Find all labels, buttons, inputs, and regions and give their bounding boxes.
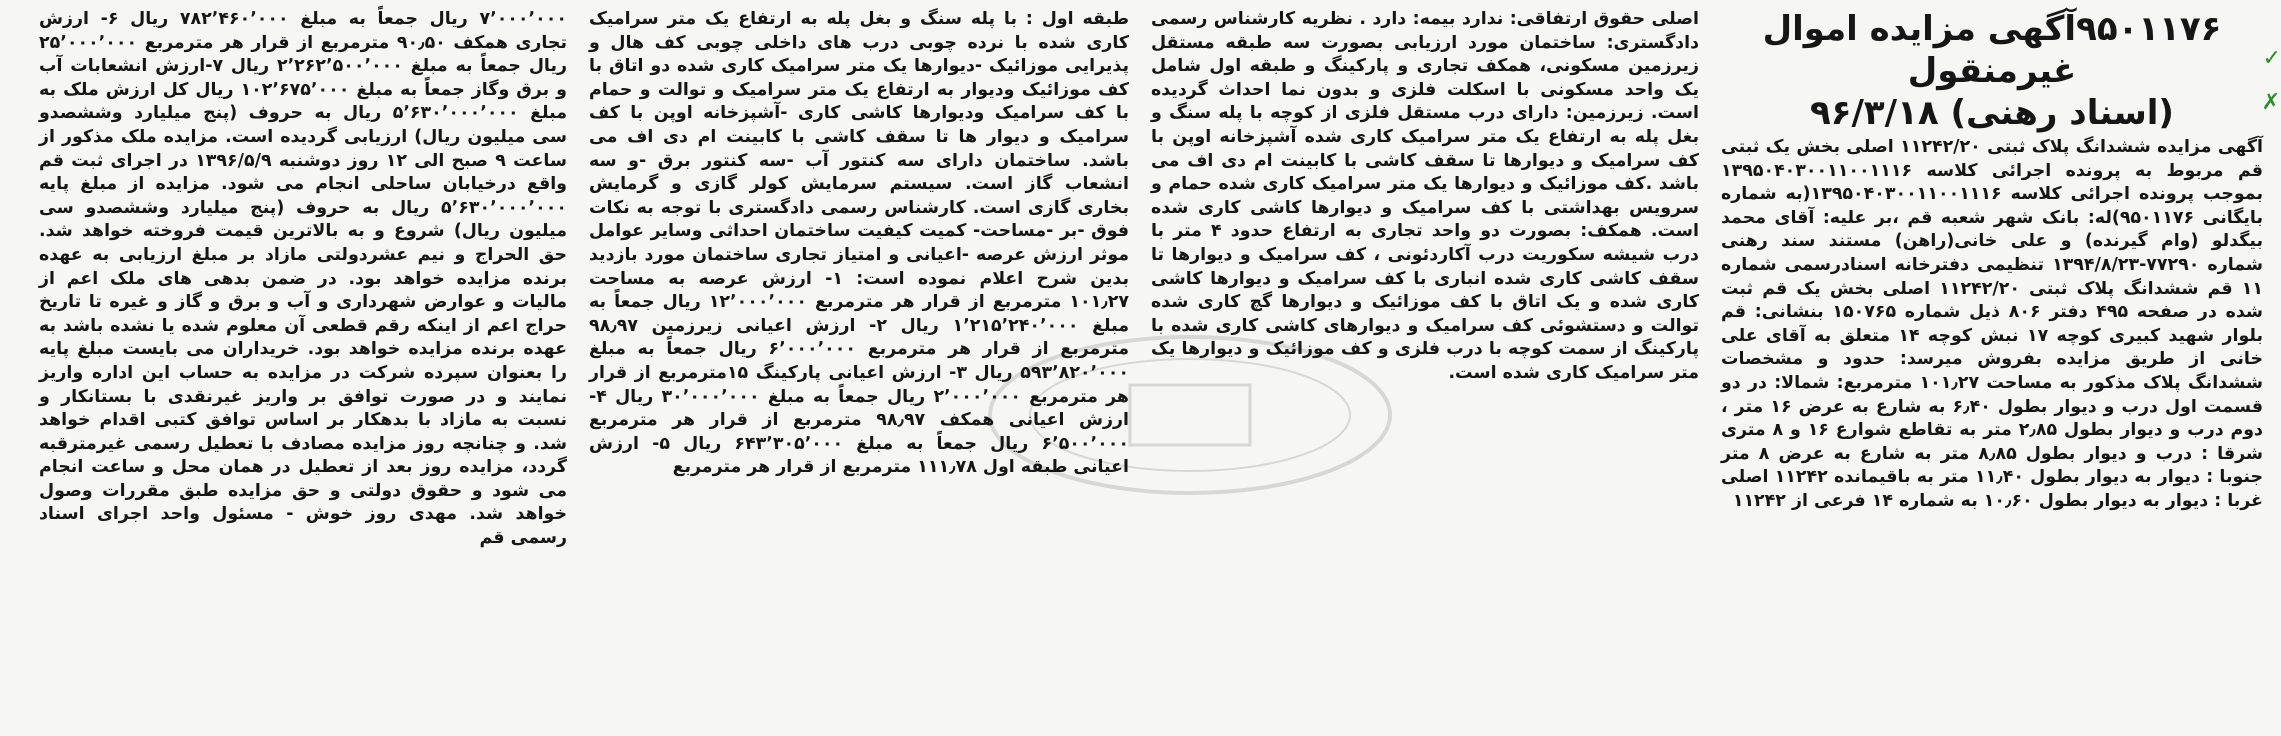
notice-column-3: [589, 8, 1129, 726]
notice-title-line-2: (اسناد رهنی) ۹۶/۳/۱۸: [1810, 93, 2174, 133]
notice-body-part-1: آگهی مزایده ششدانگ پلاک ثبتی ۱۱۲۴۲/۲۰ اصلی بخش یک ثبتی قم مربوط به پرونده اجرائی کلاسه ۱۳۹۵۰۴۰۳۰۰۱۱۰۰۱۱۱۶ بموجب پرونده اجرائی کلاسه ۱۳۹۵۰۴۰۳۰۰۱۱۰۰۱۱۱۶(به شماره بایگانی ۹۵۰۱۱۷۶)له: بانک شهر شعبه قم ،بر علیه: آقای محمد بیگدلو (وام گیرنده) و علی خانی(راهن) مستند سند رهنی شماره ۷۷۲۹۰-۱۳۹۴/۸/۲۳ تنظیمی دفترخانه اسنادرسمی شماره ۱۱ قم ششدانگ پلاک ثبتی ۱۱۲۴۲/۲۰ اصلی بخش یک قم ثبت شده در صفحه ۴۹۵ دفتر ۸۰۶ ذیل شماره ۱۵۰۷۶۵ بنشانی: قم بلوار شهید کبیری کوچه ۱۷ نبش کوچه ۱۴ متعلق به آقای علی خانی از طریق مزایده بفروش میرسد: حدود و مشخصات ششدانگ پلاک مذکور به مساحت ۱۰۱٫۲۷ مترمربع: شمالا: در دو قسمت اول درب و دیوار بطول ۶٫۴۰ به شارع به عرض ۱۶ متر ، دوم درب و دیوار بطول ۲٫۸۵ متر به تقاطع شوارع ۱۶ و ۸ متری شرقا : درب و دیوار بطول ۸٫۸۵ متر به شارع به عرض ۸ متر جنوبا : دیوار به دیوار بطول ۱۱٫۴۰ متر به باقیمانده ۱۱۲۴۲ اصلی غربا : دیوار به دیوار بطول ۱۰٫۶۰ به شماره ۱۴ فرعی از ۱۱۲۴۲: [1721, 137, 2264, 511]
notice-title-line-1: ۹۵۰۱۱۷۶آگهی مزایده اموال غیرمنقول: [1762, 9, 2222, 91]
notice-title: [1721, 8, 2263, 134]
notice-column-1: [1721, 8, 2263, 726]
margin-strip: [2261, 0, 2281, 736]
notice-body-part-4: ۷٬۰۰۰٬۰۰۰ ریال جمعاً به مبلغ ۷۸۲٬۴۶۰٬۰۰۰ ریال ۶- ارزش تجاری همکف ۹۰٫۵۰ مترمربع از قرار هر مترمربع ۲۵٬۰۰۰٬۰۰۰ ریال جمعاً به مبلغ ۲٬۲۶۲٬۵۰۰٬۰۰۰ ریال ۷-ارزش انشعابات آب و برق وگاز جمعاً به مبلغ ۱۰۲٬۶۷۵٬۰۰۰ ریال کل ارزش ملک به مبلغ ۵٬۶۳۰٬۰۰۰٬۰۰۰ ریال به حروف (پنج میلیارد وششصدو سی میلیون ریال) ارزیابی گردیده است. مزایده ملک مذکور از ساعت ۹ صبح الی ۱۲ روز دوشنبه ۱۳۹۶/۵/۹ در اجرای ثبت قم واقع درخیابان ساحلی انجام می شود. مزایده از مبلغ پایه ۵٬۶۳۰٬۰۰۰٬۰۰۰ ریال به حروف (پنج میلیارد وششصدو سی میلیون ریال) شروع و به بالاترین قیمت فروخته خواهد شد. حق الحراج و نیم عشردولتی مازاد بر مبلغ ارزیابی به عهده برنده مزایده خواهد بود. در ضمن بدهی های ملک اعم از مالیات و عوارض شهرداری و آب و برق و گاز و غیره تا تاریخ حراج اعم از اینکه رقم قطعی آن معلوم شده یا نشده باشد به عهده برنده مزایده خواهد بود. خریداران می بایست مبلغ پایه را بعنوان سپرده شرکت در مزایده به حساب این اداره واریز نمایند و در صورت توافق بر واریز غیرنقدی با بستانکار و نسبت به مازاد با بدهکار بر اساس توافق کتبی اقدام خواهد شد. و چنانچه روز مزایده مصادف با تعطیل رسمی غیرمترقبه گردد، مزایده روز بعد از تعطیل در همان محل و ساعت انجام می شود و حقوق دولتی و حق مزایده طبق مقررات وصول خواهد شد. مهدی روز خوش - مسئول واحد اجرای اسناد رسمی قم: [39, 9, 567, 549]
margin-check-mark-icon: ✓: [2262, 46, 2281, 71]
notice-body-part-3: طبقه اول : با پله سنگ و بغل پله به ارتفاع یک متر سرامیک کاری شده با نرده چوبی درب های داخلی چوبی کف هال و پذیرایی موزائیک -دیوارها یک متر سرامیک کاری شده دو اتاق با کف موزائیک ودیوار به ارتفاع یک متر سرامیک و توالت و حمام با کف سرامیک ودیوارها کاشی کاری -آشپزخانه اوپن با کف سرامیک و دیوار ها تا سقف کاشی با کابینت ام دی اف می باشد. ساختمان دارای سه کنتور آب -سه کنتور برق -و سه انشعاب گاز است. سیستم سرمایش کولر گازی و گرمایش بخاری گازی است. کارشناس رسمی دادگستری با توجه به نکات فوق -بر -مساحت- کمیت کیفیت ساختمان احداثی وسایر عوامل موثر ارزش عرصه -اعیانی و امتیاز تجاری ساختمان مورد بازدید بدین شرح اعلام نموده است: ۱- ارزش عرصه به مساحت ۱۰۱٫۲۷ مترمربع از قرار هر مترمربع ۱۲٬۰۰۰٬۰۰۰ ریال جمعاً به مبلغ ۱٬۲۱۵٬۲۴۰٬۰۰۰ ریال ۲- ارزش اعیانی زیرزمین ۹۸٫۹۷ مترمربع از قرار هر مترمربع ۶٬۰۰۰٬۰۰۰ ریال جمعاً به مبلغ ۵۹۳٬۸۲۰٬۰۰۰ ریال ۳- ارزش اعیانی پارکینگ ۱۵مترمربع از قرار هر مترمربع ۲٬۰۰۰٬۰۰۰ ریال جمعاً به مبلغ ۳۰٬۰۰۰٬۰۰۰ ریال ۴- ارزش اعیانی همکف ۹۸٫۹۷ مترمربع از قرار هر مترمربع ۶٬۵۰۰٬۰۰۰ ریال جمعاً به مبلغ ۶۴۳٬۳۰۵٬۰۰۰ ریال ۵- ارزش اعیانی طبقه اول ۱۱۱٫۷۸ مترمربع از قرار هر مترمربع: [589, 9, 1129, 478]
notice-body-part-2: اصلی حقوق ارتفاقی: ندارد بیمه: دارد . نظریه کارشناس رسمی دادگستری: ساختمان مورد ارزیابی بصورت سه طبقه مستقل زیرزمین مسکونی، همکف تجاری و پارکینگ و طبقه اول شامل یک واحد مسکونی با اسکلت فلزی و بدون نما احداث گردیده است. زیرزمین: دارای درب مستقل فلزی از کوچه با پله سنگ و بغل پله به ارتفاع یک متر سرامیک کاری شده آشپزخانه اوپن با کف سرامیک و دیوارها تا سقف کاشی با کابینت ام دی اف می باشد .کف موزائیک و دیوارها یک متر سرامیک کاری شده حمام و سرویس بهداشتی با کف سرامیک و دیوارها کاشی کاری شده است. همکف: بصورت دو واحد تجاری به ارتفاع حدود ۴ متر با درب شیشه سکوریت درب آکاردئونی ، کف سرامیک و دیوارها تا سقف کاشی کاری شده انباری با کف سرامیک و دیوارها کاشی کاری شده و یک اتاق با کف موزائیک و دیوارها گچ کاری شده توالت و دستشوئی کف سرامیک و دیوارهای کاشی کاری شده با پارکینگ از سمت کوچه با درب فلزی و کف موزائیک و دیوارها یک متر سرامیک کاری شده است.: [1151, 9, 1699, 383]
notice-column-4: [39, 8, 567, 726]
margin-cross-mark-icon: ✗: [2261, 90, 2280, 115]
notice-column-2: [1151, 8, 1699, 726]
